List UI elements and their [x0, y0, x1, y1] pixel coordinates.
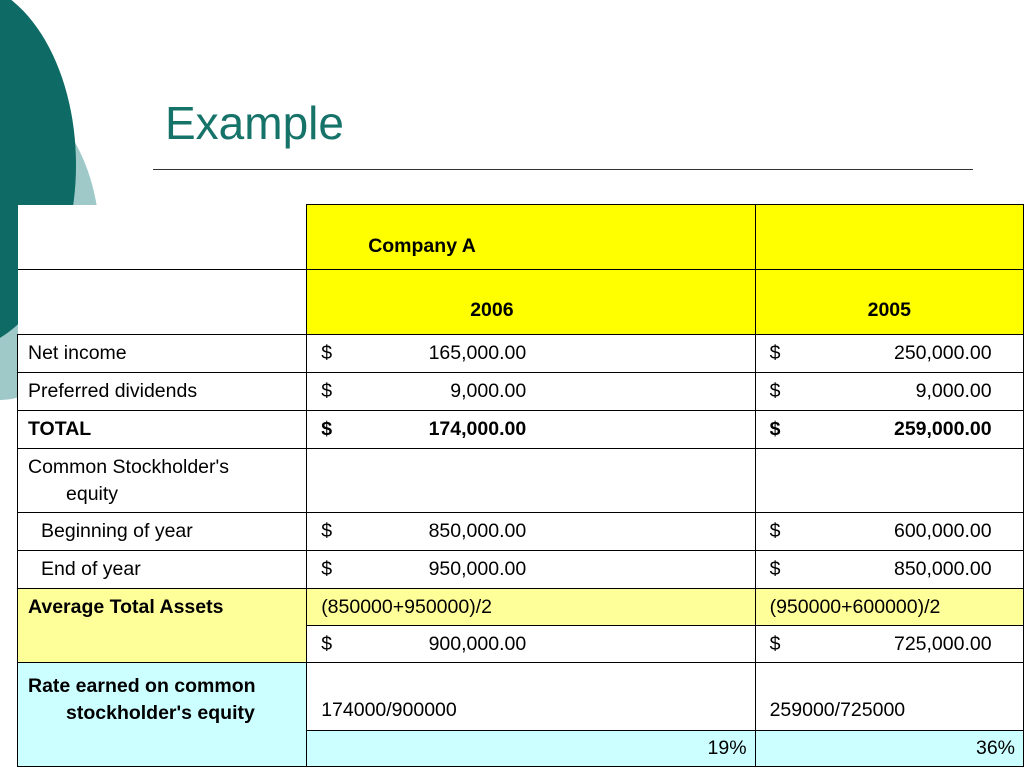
financial-table: [17, 204, 1024, 767]
row-label-total: TOTAL: [18, 411, 307, 449]
cell-end-2005: $ 850,000.00: [755, 551, 1023, 589]
cell-rate-formula-2005: 259000/725000: [755, 663, 1023, 731]
cell-common-equity-2006: [307, 449, 755, 513]
header-empty-cell: [18, 205, 307, 270]
row-label-average-assets: Average Total Assets: [18, 589, 307, 663]
row-label-beginning: Beginning of year: [18, 513, 307, 551]
title-divider: [153, 169, 973, 170]
cell-preferred-2006: $ 9,000.00: [307, 373, 755, 411]
cell-rate-percent-2006: 19%: [307, 731, 755, 767]
year-header-2005: 2005: [755, 270, 1023, 335]
header-empty-yellow: [755, 205, 1023, 270]
cell-beginning-2005: $ 600,000.00: [755, 513, 1023, 551]
table-row: [18, 411, 1024, 449]
year-header-2006: 2006: [307, 270, 755, 335]
cell-preferred-2005: $ 9,000.00: [755, 373, 1023, 411]
cell-average-formula-2005: (950000+600000)/2: [755, 589, 1023, 626]
cell-end-2006: $ 950,000.00: [307, 551, 755, 589]
cell-total-2006: $ 174,000.00: [307, 411, 755, 449]
table-header-row-years: [18, 270, 1024, 335]
cell-average-value-2005: $ 725,000.00: [755, 626, 1023, 663]
cell-average-value-2006: $ 900,000.00: [307, 626, 755, 663]
table-row: [18, 551, 1024, 589]
row-label-end: End of year: [18, 551, 307, 589]
cell-common-equity-2005: [755, 449, 1023, 513]
cell-net-income-2005: $ 250,000.00: [755, 335, 1023, 373]
table-row: [18, 513, 1024, 551]
cell-average-formula-2006: (850000+950000)/2: [307, 589, 755, 626]
table-header-row-company: [18, 205, 1024, 270]
slide-title: Example: [165, 97, 344, 149]
cell-total-2005: $ 259,000.00: [755, 411, 1023, 449]
table-row: [18, 335, 1024, 373]
table-row: [18, 449, 1024, 513]
year-header-empty: [18, 270, 307, 335]
table-row: [18, 663, 1024, 731]
cell-beginning-2006: $ 850,000.00: [307, 513, 755, 551]
table-row: [18, 589, 1024, 626]
row-label-net-income: Net income: [18, 335, 307, 373]
row-label-common-equity: Common Stockholder's equity: [18, 449, 307, 513]
company-header: Company A: [307, 205, 755, 270]
cell-rate-percent-2005: 36%: [755, 731, 1023, 767]
table-row: [18, 373, 1024, 411]
row-label-rate-earned: Rate earned on common stockholder's equity: [18, 663, 307, 767]
cell-net-income-2006: $ 165,000.00: [307, 335, 755, 373]
row-label-preferred-dividends: Preferred dividends: [18, 373, 307, 411]
cell-rate-formula-2006: 174000/900000: [307, 663, 755, 731]
